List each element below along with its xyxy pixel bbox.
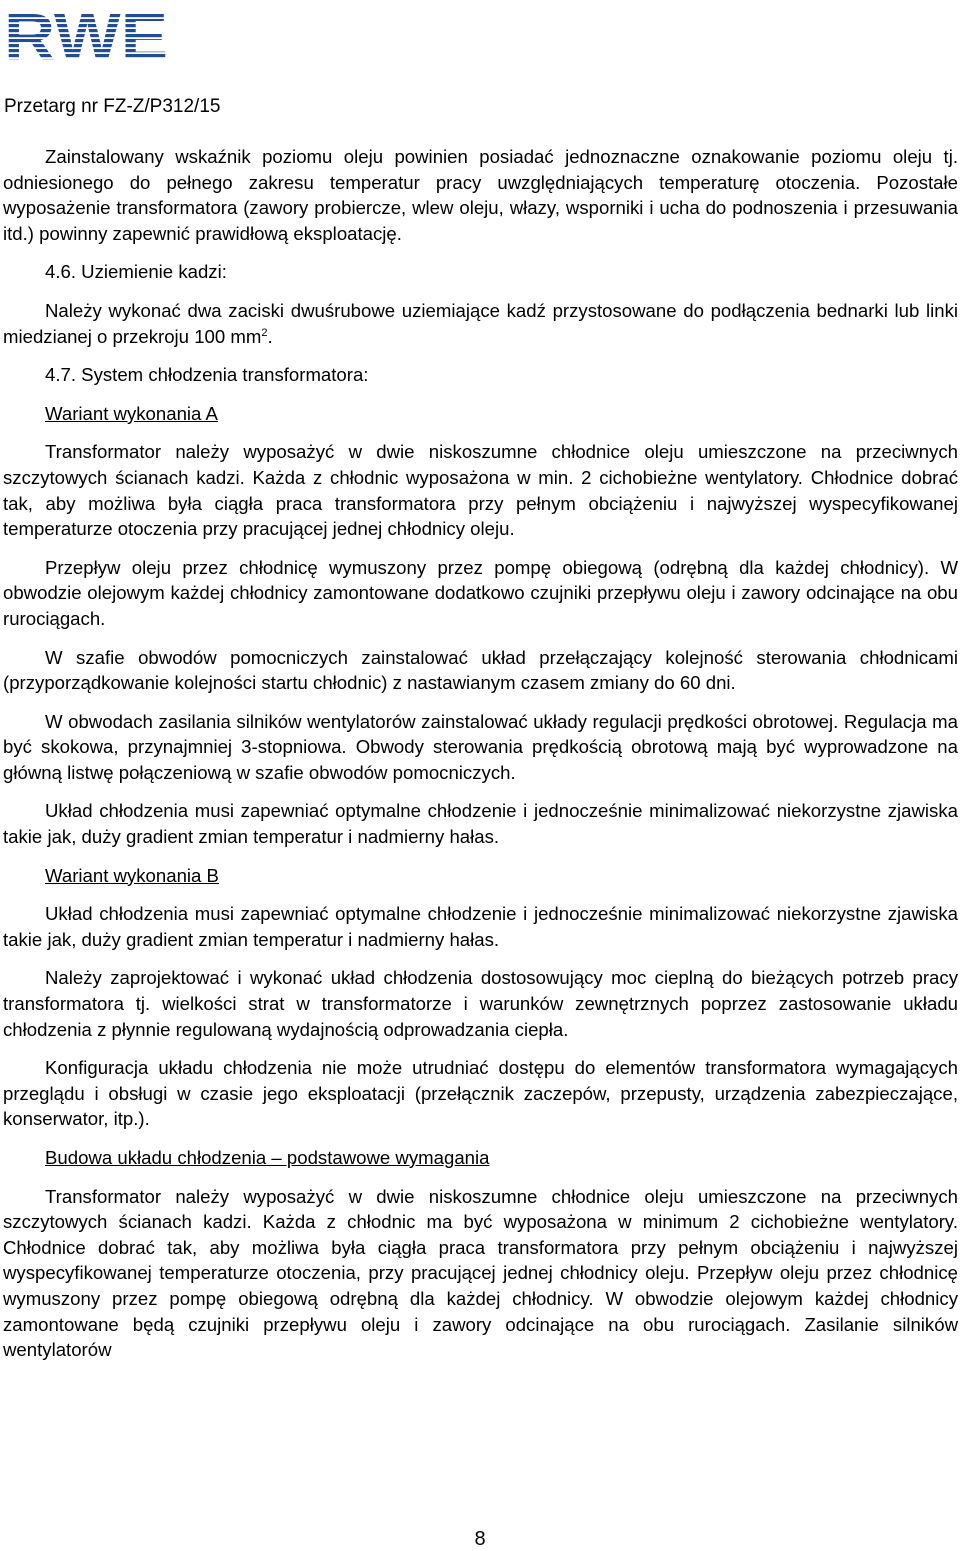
paragraph-oil-indicator: Zainstalowany wskaźnik poziomu oleju powinien posiadać jednoznaczne oznakowanie poziomu oleju tj. odniesionego do pełnego zakresu temperatur pracy uwzględniających temperaturę otoczenia. Pozostałe wyposażenie transformatora (zawory probiercze, wlew oleju, włazy, wsporniki i ucha do podnoszenia i przesuwania itd.) powinny zapewnić prawidłową eksploatację. — [3, 146, 958, 244]
paragraph-a3: W szafie obwodów pomocniczych zainstalować układ przełączający kolejność sterowania chłodnicami (przyporządkowanie kolejności startu chłodnic) z nastawianym czasem zmiany do 60 dni. — [3, 646, 958, 694]
paragraph-b2: Należy zaprojektować i wykonać układ chłodzenia dostosowujący moc cieplną do bieżących potrzeb pracy transformatora tj. wielkości strat w transformatorze i warunków zewnętrznych poprzez zastosowanie układu chłodzenia z płynnie regulowaną wydajnością odprowadzania ciepła. — [3, 967, 958, 1040]
paragraph-a1: Transformator należy wyposażyć w dwie niskoszumne chłodnice oleju umieszczone na przeciwnych szczytowych ścianach kadzi. Każda z chłodnic wyposażona w min. 2 cichobieżne wentylatory. Chłodnice dobrać tak, aby możliwa była ciągła praca transformatora przy pełnym obciążeniu i najwyższej wyspecyfikowanej temperaturze otoczenia przy pracującej jednej chłodnicy oleju. — [3, 441, 958, 540]
page-number: 8 — [474, 1528, 486, 1550]
superscript-2: 2 — [261, 326, 268, 339]
variant-a-label: Wariant wykonania A — [45, 402, 218, 424]
rwe-logo-text: RWE — [4, 4, 168, 66]
paragraph-a2: Przepływ oleju przez chłodnicę wymuszony przez pompę obiegową (odrębną dla każdej chłodnicy). W obwodzie olejowym każdej chłodnicy zamontowane dodatkowo czujniki przepływu oleju i zawory odcinające na obu rurociągach. — [3, 556, 958, 629]
grounding-text: Należy wykonać dwa zaciski dwuśrubowe uziemiające kadź przystosowane do podłączenia bednarki lub linki miedzianej o przekroju 100 mm — [3, 299, 958, 347]
paragraph-a5: Układ chłodzenia musi zapewniać optymalne chłodzenie i jednocześnie minimalizować niekorzystne zjawiska takie jak, duży gradient zmian temperatur i nadmierny hałas. — [3, 800, 958, 848]
rwe-logo — [4, 4, 168, 66]
paragraph-b1: Układ chłodzenia musi zapewniać optymalne chłodzenie i jednocześnie minimalizować niekorzystne zjawiska takie jak, duży gradient zmian temperatur i nadmierny hałas. — [3, 903, 958, 950]
paragraph-a4: W obwodach zasilania silników wentylatorów zainstalować układy regulacji prędkości obrotowej. Regulacja ma być skokowa, przynajmniej 3-stopniowa. Obwody sterowania prędkością obrotową mają być wyprowadzone na główną listwę połączeniową w szafie obwodów pomocniczych. — [3, 710, 958, 783]
paragraph-grounding — [3, 298, 958, 349]
variant-a-heading — [3, 401, 958, 427]
variant-b-label: Wariant wykonania B — [45, 864, 219, 886]
grounding-end: . — [267, 325, 273, 347]
cooling-requirements-heading — [3, 1145, 958, 1171]
section-heading-4-6: 4.6. Uziemienie kadzi: — [45, 261, 227, 283]
cooling-requirements-label: Budowa układu chłodzenia – podstawowe wymagania — [45, 1147, 490, 1168]
section-heading-4-7: 4.7. System chłodzenia transformatora: — [45, 364, 369, 386]
variant-b-heading — [3, 863, 958, 889]
paragraph-c1: Transformator należy wyposażyć w dwie niskoszumne chłodnice oleju umieszczone na przeciwnych szczytowych ścianach kadzi. Każda z chłodnic ma być wyposażona w minimum 2 cichobieżne wentylatory. Chłodnice dobrać tak, aby możliwa była ciągła praca transformatora przy pełnym obciążeniu i najwyższej wyspecyfikowanej temperaturze otoczenia, przy pracującej jednej chłodnicy oleju. Przepływ oleju przez chłodnicę wymuszony przez pompę obiegową odrębną dla każdej chłodnicy. W obwodzie olejowym każdej chłodnicy zamontowane będą czujniki przepływu oleju i zawory odcinające na obu rurociągach. Zasilanie silników wentylatorów — [3, 1185, 958, 1361]
paragraph-b3: Konfiguracja układu chłodzenia nie może utrudniać dostępu do elementów transformatora wymagających przeglądu i obsługi w czasie jego eksploatacji (przełącznik zaczepów, przepusty, urządzenia zabezpieczające, konserwator, itp.). — [3, 1057, 958, 1130]
document-body — [3, 144, 958, 1363]
tender-number: Przetarg nr FZ-Z/P312/15 — [4, 96, 221, 117]
